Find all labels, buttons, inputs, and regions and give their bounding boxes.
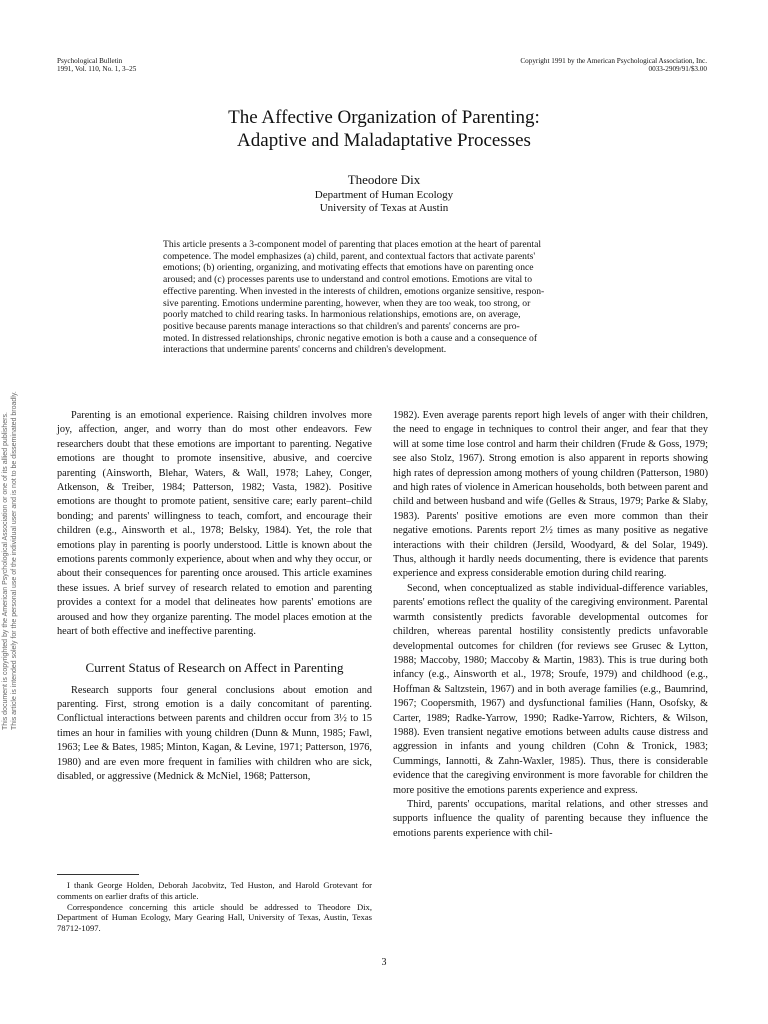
- body-paragraph: Second, when conceptualized as stable individual-difference variables, parents' emotions reflect the quality of the caregiving environment. Parental warmth consistently predicts favorable developmental outcomes for children, whereas parental hostility consistently predicts unfavorable developmental outcomes for children (for reviews see Grusec & Lytton, 1988; Maccoby, 1980; Maccoby & Martin, 1983). This is true during both infancy (e.g., Ainsworth et al., 1978; Sroufe, 1979) and childhood (e.g., Hoffman & Saltzstein, 1967) and in both average families (e.g., Baumrind, 1967; Coopersmith, 1967) and dysfunctional families (Hann, Osofsky, & Carter, 1989; Radke-Yarrow, 1990; Radke-Yarrow, Richters, & Wilson, 1988). Even transient negative emotions between adults cause distress and aggression in infants and young children (Cohn & Tronick, 1983; Cummings, Iannotti, & Zahn-Waxler, 1985). Thus, there is considerable evidence that the caregiving environment is more favorable for children the more positive the emotions parents experience and express.: [393, 582, 708, 796]
- abstract-line: interactions that undermine parents' concerns and children's development.: [163, 344, 447, 356]
- footnote-divider: [57, 874, 139, 875]
- abstract-line: positive because parents manage interactions so that children's and parents' concerns are pro-: [163, 320, 520, 332]
- author-affiliation: [0, 189, 768, 214]
- university: University of Texas at Austin: [319, 201, 449, 214]
- journal-name: Psychological Bulletin: [57, 57, 123, 65]
- abstract-line: emotions; (b) orienting, organizing, and motivating effects that emotions have on parenting once: [163, 262, 534, 274]
- acknowledgment-note: I thank George Holden, Deborah Jacobvitz, Ted Huston, and Harold Grotevant for comments on earlier drafts of this article.: [57, 880, 372, 901]
- sidebar-line-2: This article is intended solely for the personal use of the individual user and is not to be disseminated broadly.: [11, 391, 18, 730]
- issn-code: 0033-2909/91/$3.00: [648, 65, 707, 74]
- page-number: 3: [381, 957, 387, 968]
- journal-issue: 1991, Vol. 110, No. 1, 3–25: [57, 65, 137, 74]
- body-paragraph: 1982). Even average parents report high levels of anger with their children, the need to engage in techniques to control their anger, and fear that they will at some time lose control and harm their children (Frude & Goss, 1979; see also Stolz, 1967). Strong emotion is also apparent in reports showing high rates of depression among mothers of young children (Patterson, 1980) and high rates of violence in American households, both between parent and child and between husband and wife (Gelles & Straus, 1979; Parke & Slaby, 1983). Parents' positive emotions are even more common than their negative emotions. Parents report 2½ times as many positive as negative interactions with their children (Jersild, Woodyard, & del Solar, 1949). Thus, although it hardly needs documenting, there is evidence that parents experience and express considerable emotion during child rearing.: [393, 410, 708, 580]
- author-name: Theodore Dix: [347, 172, 421, 187]
- abstract-line: aroused; and (c) processes parents use to understand and control emotions. Emotions are vital to: [163, 274, 532, 286]
- intro-paragraph: Parenting is an emotional experience. Raising children involves more joy, affection, anger, and worry than do most other endeavors. Few researchers doubt that these emotions are important to parenting. Negative emotions are thought to promote insensitive, abusive, and coercive parenting (Ainsworth, Blehar, Waters, & Wall, 1978; Lahey, Conger, Atkenson, & Treiber, 1984; Patterson, 1982; Vasta, 1982). Positive emotions are thought to promote patient, sensitive care; early parent–child bonding; and parents' willingness to teach, comfort, and encourage their children (e.g., Ainsworth et al., 1978; Belsky, 1984). Yet, the role that emotions play in parenting is poorly understood. Little is known about the emotions parents commonly experience, about when and why they occur, or about their consequences for parenting once aroused. This article examines these issues. A brief survey of research related to emotion and parenting provides a context for a model that delineates how parents' emotions are aroused and how they organize parenting. The model places emotion at the heart of both effective and ineffective parenting.: [57, 410, 372, 638]
- abstract: [163, 239, 608, 356]
- title-line-1: The Affective Organization of Parenting:: [228, 107, 540, 128]
- footnotes: [57, 880, 372, 934]
- copyright-notice: Copyright 1991 by the American Psychological Association, Inc.: [520, 57, 707, 65]
- abstract-line: moted. In distressed relationships, chronic negative emotion is both a cause and a consequence of: [163, 332, 538, 344]
- abstract-line: This article presents a 3-component model of parenting that places emotion at the heart of parental: [163, 239, 542, 250]
- copyright-sidebar: [1, 300, 31, 730]
- sidebar-line-1: This document is copyrighted by the American Psychological Association or one of its allied publishers.: [2, 412, 9, 730]
- department: Department of Human Ecology: [314, 189, 454, 201]
- article-title: [0, 106, 768, 152]
- body-paragraph: Third, parents' occupations, marital relations, and other stresses and supports influence the quality of parenting because they influence the emotions parents experience with chil-: [393, 798, 708, 839]
- copyright-header: [520, 57, 707, 74]
- abstract-line: sive parenting. Emotions undermine parenting, however, when they are too weak, too strong, or: [163, 297, 531, 309]
- body-paragraph: Research supports four general conclusions about emotion and parenting. First, strong emotion is a daily concomitant of parenting. Conflictual interactions between parents and children occur from 3½ to 15 times an hour in families with young children (Dunn & Munn, 1985; Fawl, 1963; Lee & Bates, 1985; Minton, Kagan, & Levine, 1971; Patterson, 1976, 1980) and are even more frequent in families with children who are sick, disabled, or aggressive (Mednick & McNiel, 1968; Patterson,: [57, 684, 372, 782]
- abstract-line: effective parenting. When invested in the interests of children, emotions organize sensitive, respon-: [163, 285, 545, 297]
- title-line-2: Adaptive and Maladaptative Processes: [237, 130, 531, 151]
- correspondence-note: Correspondence concerning this article should be addressed to Theodore Dix, Department of Human Ecology, Mary Gearing Hall, University of Texas, Austin, Texas 78712-1097.: [57, 901, 372, 934]
- abstract-line: competence. The model emphasizes (a) child, parent, and contextual factors that activate parents': [163, 250, 536, 262]
- section-heading: Current Status of Research on Affect in Parenting: [85, 659, 344, 675]
- journal-header: [57, 57, 136, 74]
- abstract-line: poorly matched to child rearing tasks. In harmonious relationships, emotions are, on average,: [163, 309, 521, 321]
- right-column: [393, 409, 708, 841]
- left-column: [57, 409, 372, 784]
